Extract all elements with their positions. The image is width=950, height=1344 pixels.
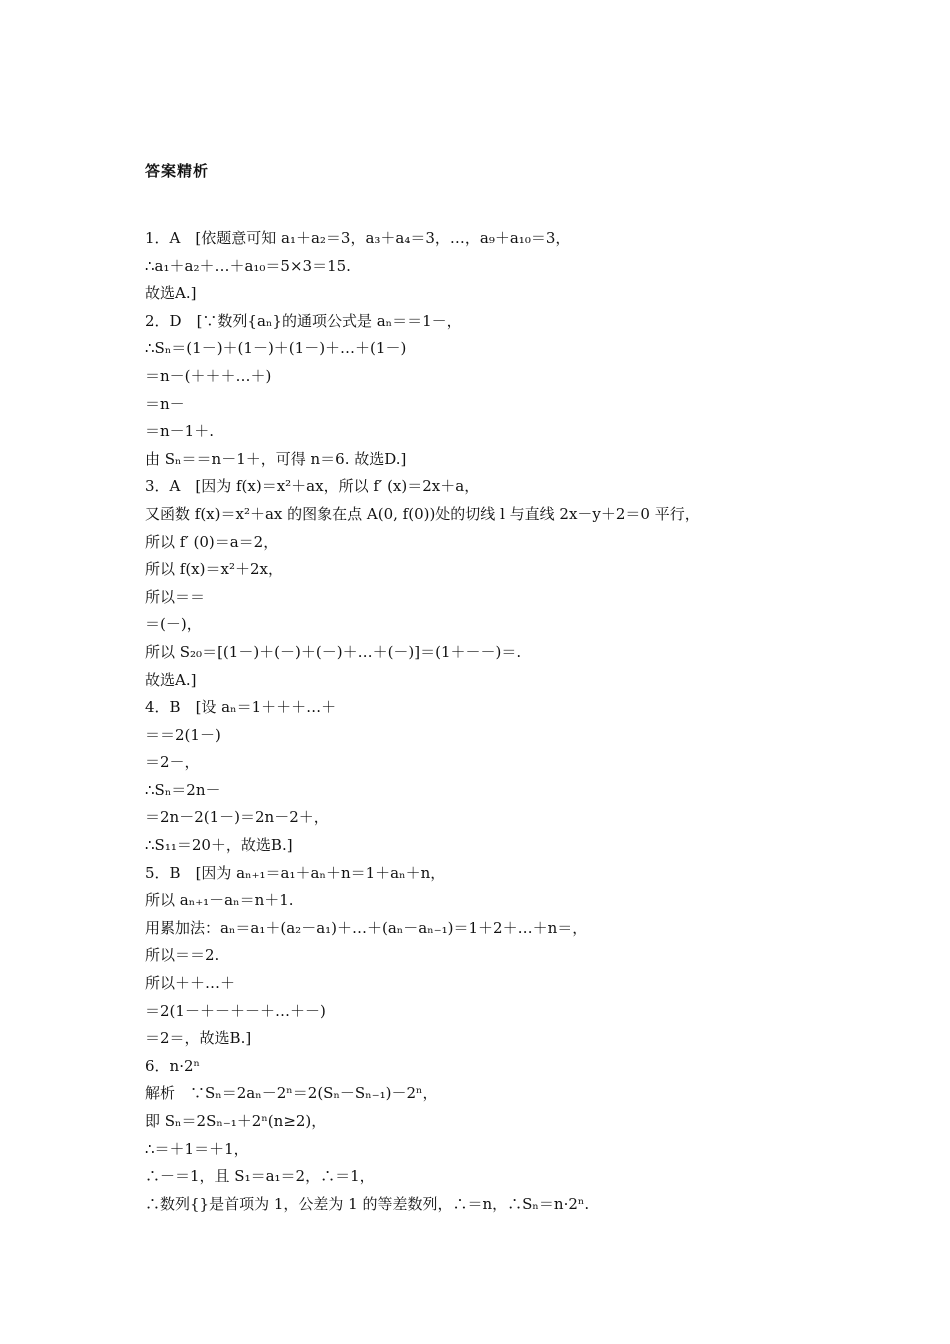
answer-line: ＝2＝，故选B.] <box>145 1029 252 1048</box>
answer-line: ∴Sₙ＝(1－)＋(1－)＋(1－)＋…＋(1－) <box>145 339 407 358</box>
answer-line: 所以＝＝2. <box>145 946 220 965</box>
answer-line: 所以＝＝ <box>145 587 206 606</box>
answer-line: 所以 f′ (0)＝a＝2， <box>145 532 279 551</box>
answer-line: ∴S₁₁＝20＋，故选B.] <box>145 836 293 855</box>
answer-line: 6．n·2ⁿ <box>145 1056 201 1075</box>
answer-line: 所以 f(x)＝x²＋2x， <box>145 560 283 579</box>
answer-line: ＝n－1＋. <box>145 422 214 441</box>
answer-line: ＝2n－2(1－)＝2n－2＋， <box>145 808 329 827</box>
answer-line: ＝n－(＋＋＋…＋) <box>145 366 272 385</box>
answer-line: 解析 ∵Sₙ＝2aₙ－2ⁿ＝2(Sₙ－Sₙ₋₁)－2ⁿ， <box>145 1084 438 1103</box>
answer-line: 故选A.] <box>145 284 197 303</box>
answer-line: ∴Sₙ＝2n－ <box>145 780 221 799</box>
answer-line: 所以 S₂₀＝[(1－)＋(－)＋(－)＋…＋(－)]＝(1＋－－)＝. <box>145 642 522 661</box>
answer-line: 所以 aₙ₊₁－aₙ＝n＋1. <box>145 891 294 910</box>
answer-line: ∴－＝1，且 S₁＝a₁＝2，∴＝1， <box>145 1167 375 1186</box>
answer-line: ＝2－， <box>145 753 200 772</box>
answer-line: 由 Sₙ＝＝n－1＋，可得 n＝6. 故选D.] <box>145 449 407 468</box>
answer-line: ∴数列{}是首项为 1，公差为 1 的等差数列，∴＝n，∴Sₙ＝n·2ⁿ. <box>145 1194 590 1213</box>
answer-line: 即 Sₙ＝2Sₙ₋₁＋2ⁿ(n≥2)， <box>145 1112 327 1130</box>
answer-line: 用累加法：aₙ＝a₁＋(a₂－a₁)＋…＋(aₙ－aₙ₋₁)＝1＋2＋…＋n＝， <box>145 918 588 937</box>
answer-line: 1．A [依题意可知 a₁＋a₂＝3，a₃＋a₄＝3，…，a₉＋a₁₀＝3， <box>145 229 571 247</box>
answer-line: ＝＝2(1－) <box>145 725 221 744</box>
answer-line: 4．B [设 aₙ＝1＋＋＋…＋ <box>145 698 337 717</box>
answer-body <box>145 225 845 1218</box>
answer-line: 所以＋＋…＋ <box>145 974 236 993</box>
answer-line: 故选A.] <box>145 670 197 689</box>
answer-line: ＝n－ <box>145 394 185 413</box>
answer-heading: 答案精析 <box>145 162 210 180</box>
answer-line: 2．D [∵数列{aₙ}的通项公式是 aₙ＝＝1－， <box>145 311 462 330</box>
answer-line: 5．B [因为 aₙ₊₁＝a₁＋aₙ＋n＝1＋aₙ＋n， <box>145 863 446 882</box>
answer-line: ∴a₁＋a₂＋…＋a₁₀＝5×3＝15. <box>145 256 351 275</box>
answer-line: 3．A [因为 f(x)＝x²＋ax，所以 f′ (x)＝2x＋a， <box>145 477 480 496</box>
answer-line: ＝(－)， <box>145 615 202 634</box>
answer-line: ＝2(1－＋－＋－＋…＋－) <box>145 1001 326 1020</box>
answer-line: 又函数 f(x)＝x²＋ax 的图象在点 A(0, f(0))处的切线 l 与直线 2x－y＋2＝0 平行， <box>145 504 700 523</box>
answer-line: ∴＝＋1＝＋1， <box>145 1139 249 1158</box>
